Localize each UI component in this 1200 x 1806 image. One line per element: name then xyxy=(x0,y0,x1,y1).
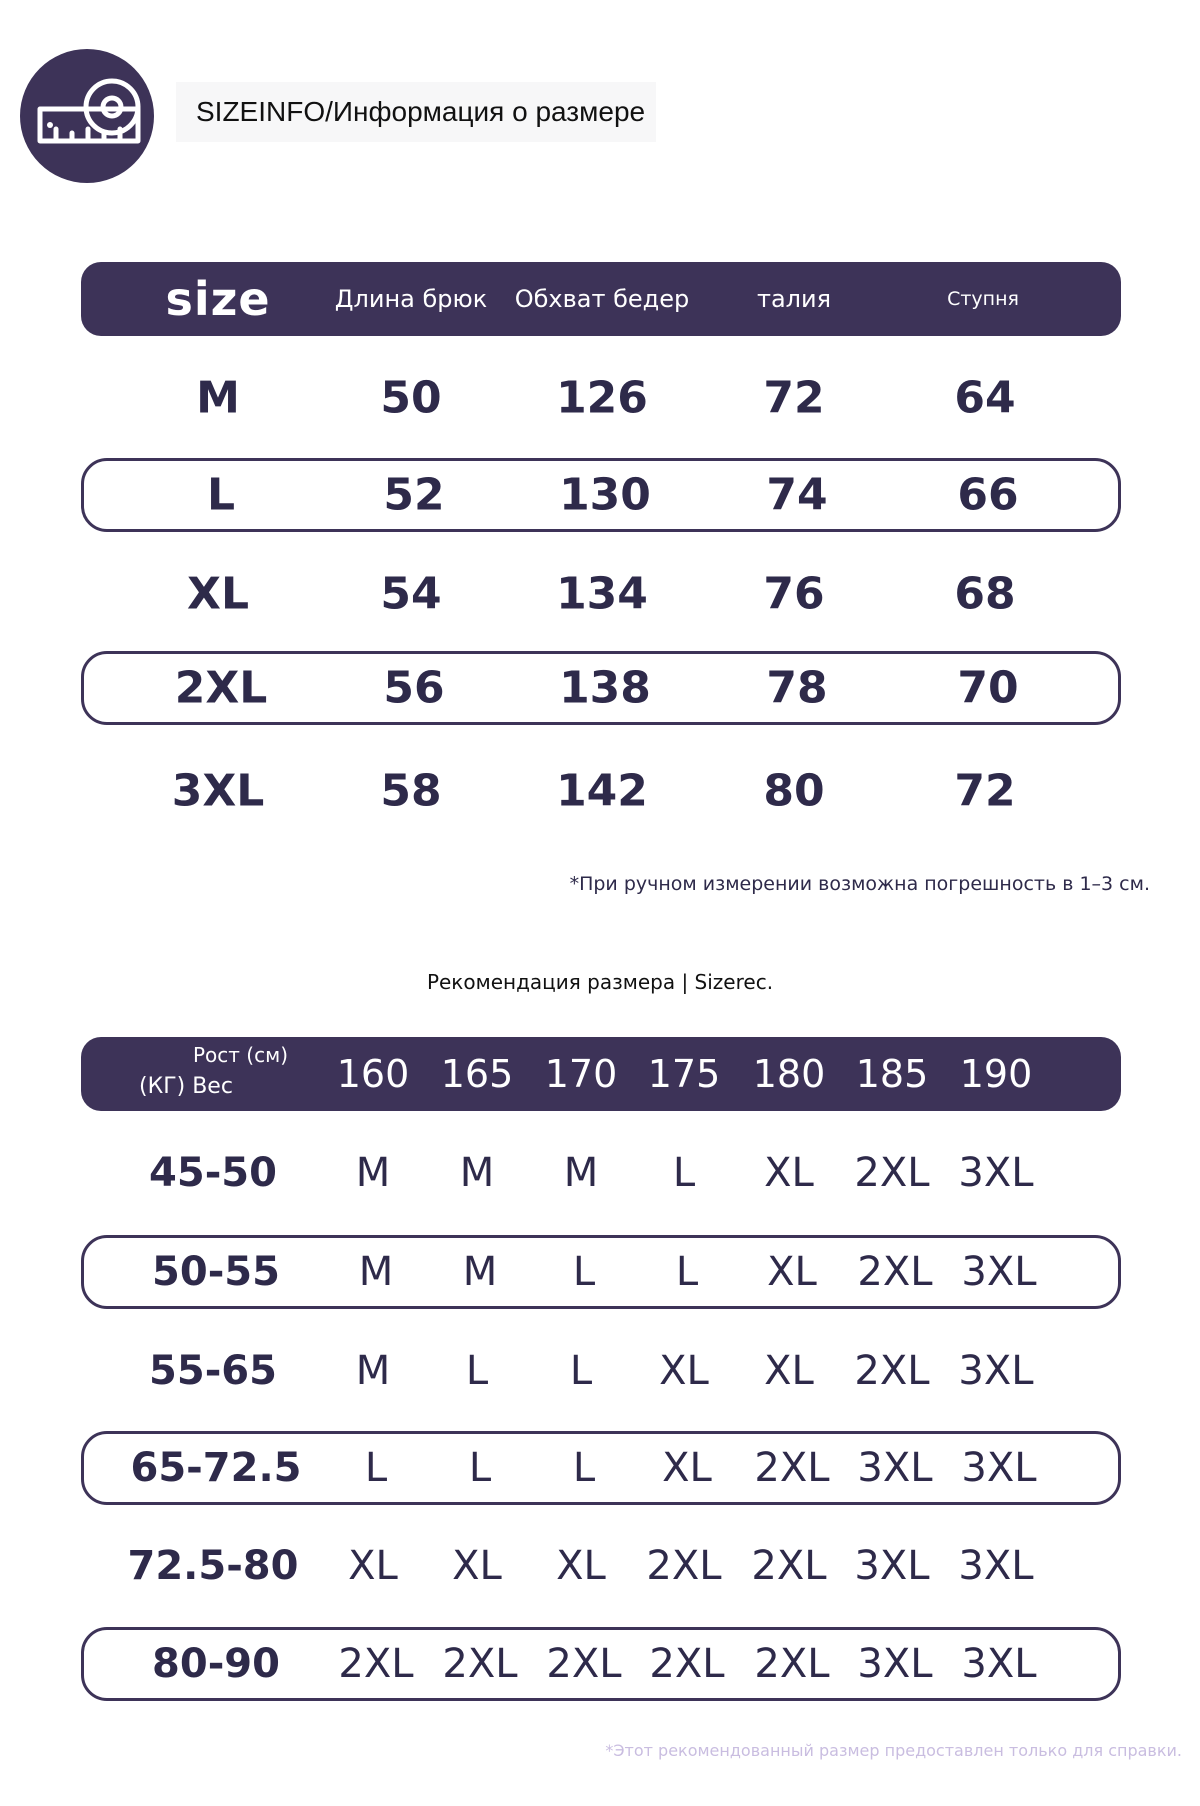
size-cell: 3XL xyxy=(857,1445,933,1491)
size-cell: XL xyxy=(764,1150,814,1196)
table-cell: 78 xyxy=(766,662,828,714)
size-cell: XL xyxy=(556,1543,606,1589)
height-header: 180 xyxy=(752,1052,826,1096)
table-cell: 80 xyxy=(763,765,825,817)
recommendation-title: Рекомендация размера | Sizerec. xyxy=(426,970,774,994)
weight-label: (КГ) Вес xyxy=(139,1074,233,1099)
size-cell: XL xyxy=(764,1348,814,1394)
weight-range: 55-65 xyxy=(149,1348,277,1394)
table-cell: 134 xyxy=(556,568,648,620)
height-label: Рост (см) xyxy=(193,1043,288,1067)
size-cell: L xyxy=(675,1249,699,1295)
size-label: L xyxy=(206,469,236,521)
size-label: XL xyxy=(187,568,249,620)
size-cell: XL xyxy=(767,1249,817,1295)
size-cell: L xyxy=(468,1445,492,1491)
table-cell: 126 xyxy=(556,372,648,424)
recommendation-row xyxy=(81,1627,1121,1701)
size-cell: L xyxy=(572,1445,596,1491)
table-cell: 50 xyxy=(380,372,442,424)
size-cell: M xyxy=(355,1150,391,1196)
column-header-waist: талия xyxy=(756,285,832,313)
measurement-note: *При ручном измерении возможна погрешность в 1–3 см. xyxy=(569,873,1150,895)
size-cell: 3XL xyxy=(857,1641,933,1687)
size-cell: 2XL xyxy=(754,1445,830,1491)
height-header: 165 xyxy=(440,1052,514,1096)
recommendation-note: *Этот рекомендованный размер предоставлен только для справки. xyxy=(605,1741,1182,1760)
size-cell: 2XL xyxy=(857,1249,933,1295)
size-cell: 3XL xyxy=(854,1543,930,1589)
size-cell: M xyxy=(355,1348,391,1394)
size-cell: L xyxy=(572,1249,596,1295)
size-cell: L xyxy=(672,1150,696,1196)
size-cell: 2XL xyxy=(646,1543,722,1589)
size-cell: 3XL xyxy=(961,1641,1037,1687)
table-cell: 54 xyxy=(380,568,442,620)
size-cell: 3XL xyxy=(958,1150,1034,1196)
recommendation-row xyxy=(81,1431,1121,1505)
size-cell: XL xyxy=(452,1543,502,1589)
size-table-header xyxy=(81,262,1121,336)
size-label: M xyxy=(196,372,240,424)
table-cell: 70 xyxy=(957,662,1019,714)
table-row xyxy=(81,458,1121,532)
table-cell: 56 xyxy=(383,662,445,714)
table-cell: 142 xyxy=(556,765,648,817)
size-cell: 3XL xyxy=(958,1348,1034,1394)
recommendation-row xyxy=(81,1334,1121,1408)
table-row xyxy=(81,361,1121,435)
measuring-tape-badge xyxy=(20,49,154,183)
size-cell: XL xyxy=(662,1445,712,1491)
size-cell: M xyxy=(462,1249,498,1295)
size-cell: XL xyxy=(348,1543,398,1589)
size-label: 2XL xyxy=(174,662,268,714)
table-cell: 72 xyxy=(763,372,825,424)
table-cell: 138 xyxy=(559,662,651,714)
size-cell: 2XL xyxy=(754,1641,830,1687)
height-header: 170 xyxy=(544,1052,618,1096)
size-cell: L xyxy=(364,1445,388,1491)
size-cell: 2XL xyxy=(751,1543,827,1589)
recommendation-row xyxy=(81,1529,1121,1603)
weight-range: 80-90 xyxy=(152,1641,280,1687)
column-header-foot: Ступня xyxy=(947,288,1019,310)
size-logo: size xyxy=(165,272,271,326)
column-header-pants-length: Длина брюк xyxy=(334,285,488,313)
column-header-hip: Обхват бедер xyxy=(514,285,690,313)
table-cell: 64 xyxy=(954,372,1016,424)
weight-range: 65-72.5 xyxy=(130,1445,302,1491)
table-row xyxy=(81,754,1121,828)
table-cell: 58 xyxy=(380,765,442,817)
size-cell: L xyxy=(465,1348,489,1394)
table-cell: 52 xyxy=(383,469,445,521)
size-cell: 2XL xyxy=(649,1641,725,1687)
size-cell: 2XL xyxy=(854,1348,930,1394)
size-cell: 2XL xyxy=(338,1641,414,1687)
table-row xyxy=(81,651,1121,725)
height-header: 175 xyxy=(647,1052,721,1096)
table-cell: 66 xyxy=(957,469,1019,521)
height-header: 190 xyxy=(959,1052,1033,1096)
size-cell: M xyxy=(459,1150,495,1196)
size-label: 3XL xyxy=(171,765,265,817)
weight-range: 72.5-80 xyxy=(127,1543,299,1589)
recommendation-header xyxy=(81,1037,1121,1111)
table-cell: 72 xyxy=(954,765,1016,817)
table-cell: 76 xyxy=(763,568,825,620)
size-cell: M xyxy=(358,1249,394,1295)
size-cell: L xyxy=(569,1348,593,1394)
size-cell: 2XL xyxy=(442,1641,518,1687)
size-cell: M xyxy=(563,1150,599,1196)
weight-range: 50-55 xyxy=(152,1249,280,1295)
size-cell: 2XL xyxy=(854,1150,930,1196)
recommendation-row xyxy=(81,1136,1121,1210)
table-cell: 130 xyxy=(559,469,651,521)
recommendation-row xyxy=(81,1235,1121,1309)
size-cell: 2XL xyxy=(546,1641,622,1687)
table-row xyxy=(81,557,1121,631)
page-title: SIZEINFO/Информация о размере xyxy=(176,82,656,142)
size-cell: 3XL xyxy=(961,1445,1037,1491)
measuring-tape-icon xyxy=(20,49,154,183)
height-header: 160 xyxy=(336,1052,410,1096)
height-header: 185 xyxy=(855,1052,929,1096)
size-cell: 3XL xyxy=(958,1543,1034,1589)
table-cell: 74 xyxy=(766,469,828,521)
size-cell: 3XL xyxy=(961,1249,1037,1295)
table-cell: 68 xyxy=(954,568,1016,620)
weight-range: 45-50 xyxy=(149,1150,277,1196)
size-cell: XL xyxy=(659,1348,709,1394)
